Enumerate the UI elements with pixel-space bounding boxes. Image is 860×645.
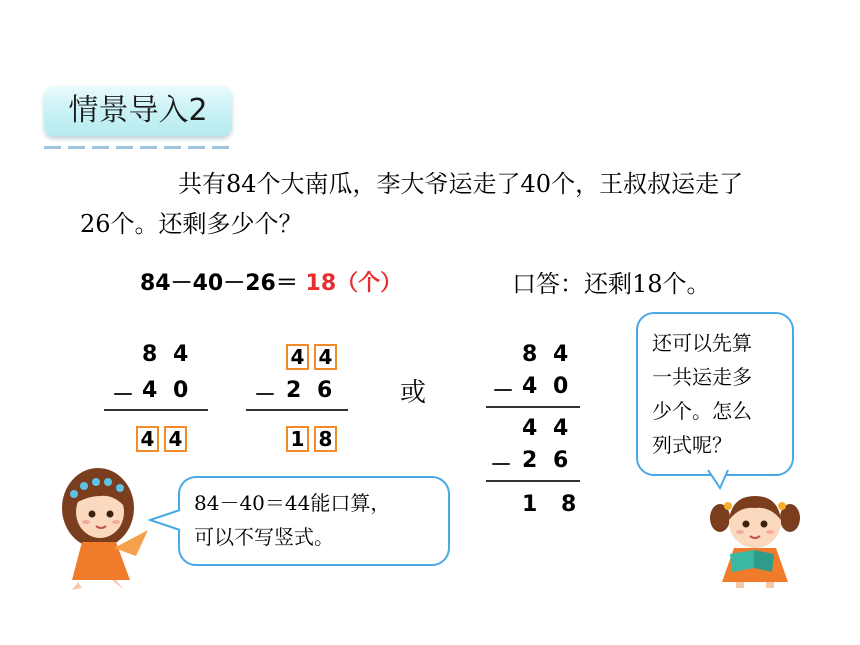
or-label: 或 [400,378,427,408]
left-bubble-line-1: 84－40＝44能口算， [194,491,391,515]
calc2-top-digit-1: 4 [286,344,309,370]
calc2-second-number: 2 6 [286,378,337,403]
calc3-mid-number: 4 4 [522,416,573,441]
right-bubble-line-3: 少个。怎么 [652,399,752,423]
left-speech-bubble [178,476,450,566]
right-bubble-line-1: 还可以先算 [652,331,752,355]
problem-line-1: 共有84个大南瓜，李大爷运走了40个，王叔叔运走了 [178,170,744,198]
calc1-minus-sign: － [112,383,135,408]
calc1-top-number: 8 4 [142,342,193,367]
girl-with-flower-crown-illustration [52,464,152,592]
calc1-line [104,409,208,411]
calc2-line [246,409,348,411]
right-bubble-line-4: 列式呢？ [652,433,732,457]
calc2-top-digit-2: 4 [314,344,337,370]
calc3-line-1 [486,406,580,408]
left-bubble-line-2: 可以不写竖式。 [194,525,334,549]
calc3-minus-sign-2: － [490,453,513,478]
calc3-top-number: 8 4 [522,342,573,367]
calc2-minus-sign: － [254,383,277,408]
calc3-second-number: 4 0 [522,374,573,399]
calc3-third-number: 2 6 [522,448,573,473]
right-speech-bubble [636,312,794,476]
girl-reading-book-illustration [708,482,802,588]
calc3-minus-sign-1: － [492,379,515,404]
calc1-result-digit-1: 4 [136,426,159,452]
calc2-result-digit-1: 1 [286,426,309,452]
section-title: 情景导入2 [68,93,208,128]
equation-result: 18（个） [305,271,403,296]
equation-expression: 84－40－26＝ [140,271,298,296]
calc3-result: 1 8 [522,492,585,517]
oral-answer: 口答：还剩18个。 [512,270,711,298]
problem-line-2: 26个。还剩多少个？ [80,210,303,238]
calc2-result-digit-2: 8 [314,426,337,452]
equation [140,266,402,297]
calc3-line-2 [486,480,580,482]
left-bubble-tail [148,508,182,534]
word-problem [80,164,820,244]
calc1-second-number: 4 0 [142,378,193,403]
calc1-result-digit-2: 4 [164,426,187,452]
right-bubble-line-2: 一共运走多 [652,365,752,389]
